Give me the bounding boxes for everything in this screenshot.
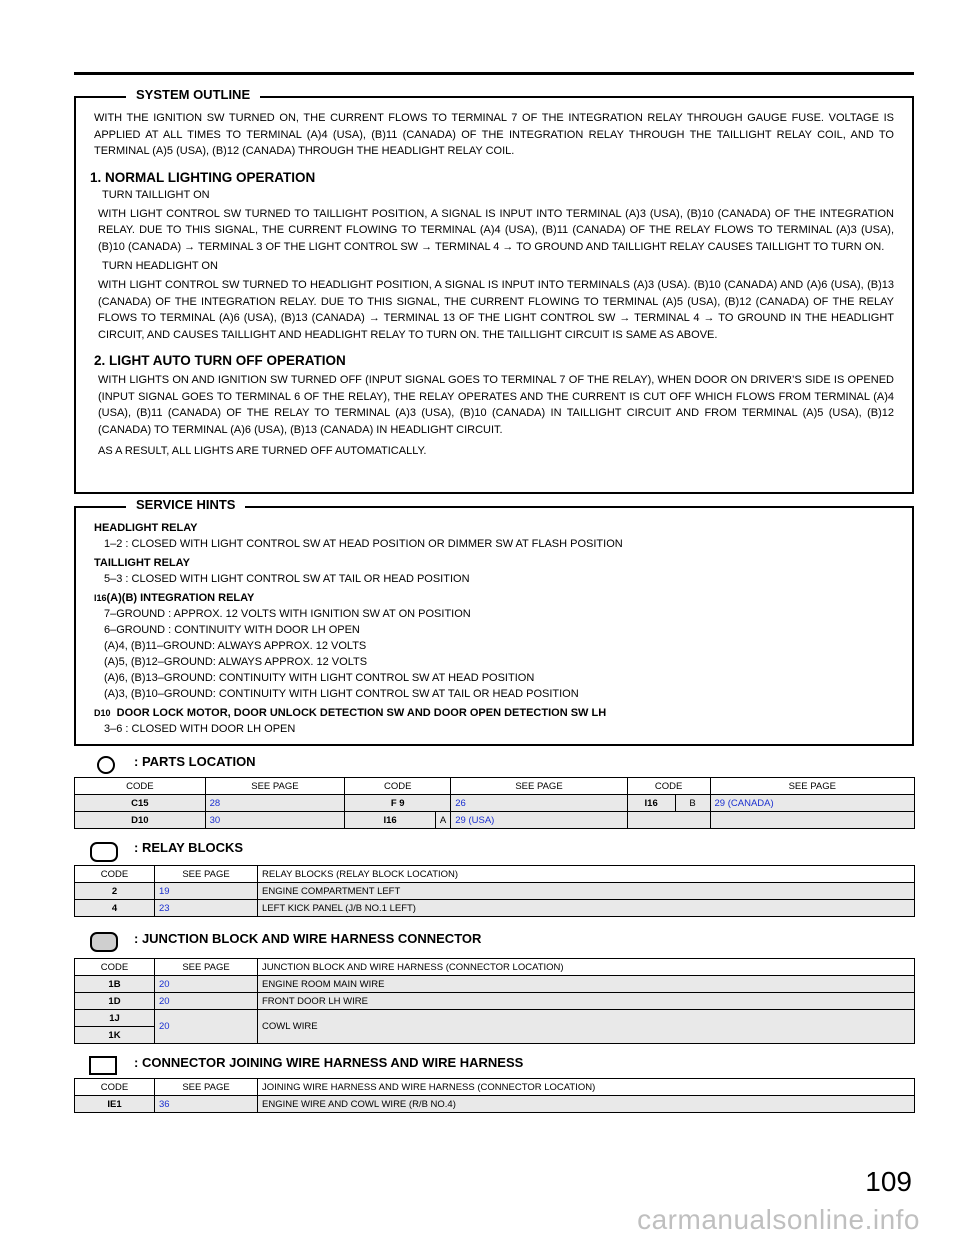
service-hints-title: SERVICE HINTS bbox=[126, 497, 245, 512]
table-row bbox=[75, 900, 915, 917]
header-cell: RELAY BLOCKS (RELAY BLOCK LOCATION) bbox=[258, 866, 915, 883]
header-cell: SEE PAGE bbox=[155, 959, 258, 976]
page-link[interactable]: 19 bbox=[155, 883, 258, 900]
table-row bbox=[75, 883, 915, 900]
header-cell: CODE bbox=[627, 778, 710, 795]
page-link[interactable]: 23 bbox=[155, 900, 258, 917]
empty-cell bbox=[627, 812, 710, 829]
code-cell: IE1 bbox=[75, 1096, 155, 1113]
relay-blocks-table bbox=[74, 865, 915, 917]
header-cell: SEE PAGE bbox=[155, 1079, 258, 1096]
door-code: D10 bbox=[94, 708, 111, 718]
header-cell: SEE PAGE bbox=[710, 778, 914, 795]
head-title: TURN HEADLIGHT ON bbox=[102, 260, 218, 272]
page-link[interactable]: 29 (CANADA) bbox=[710, 795, 914, 812]
header-cell: SEE PAGE bbox=[451, 778, 627, 795]
service-hints-box bbox=[74, 497, 914, 746]
taillight-relay-title: TAILLIGHT RELAY bbox=[94, 557, 190, 569]
tail-text: WITH LIGHT CONTROL SW TURNED TO TAILLIGHT POSITION, A SIGNAL IS INPUT INTO TERMINAL (A)3 (USA), (B)10 (CANADA) OF THE INTEGRATION RELAY. DUE TO THIS SIGNAL, THE CURRENT FLOWING TO TERMINAL (A)4 (USA), (B)11 (CANADA) OF THE RELAY FLOWS TO TERMINAL (A)3 (USA), (B)10 (CANADA) → TERMINAL 3 OF THE LIGHT CONTROL SW → TERMINAL 4 → TO GROUND AND TAILLIGHT RELAY CAUSES TAILLIGHT TO TURN ON. bbox=[98, 207, 894, 253]
integ-title: (A)(B) INTEGRATION RELAY bbox=[106, 592, 255, 604]
auto-result: AS A RESULT, ALL LIGHTS ARE TURNED OFF AUTOMATICALLY. bbox=[98, 445, 427, 457]
code-cell: 1B bbox=[75, 976, 155, 993]
table-header-row bbox=[75, 778, 915, 795]
page-link[interactable]: 20 bbox=[155, 993, 258, 1010]
page-link[interactable]: 20 bbox=[155, 976, 258, 993]
headlight-relay-line: 1–2 : CLOSED WITH LIGHT CONTROL SW AT HEAD POSITION OR DIMMER SW AT FLASH POSITION bbox=[104, 538, 623, 550]
relay-blocks-title: : RELAY BLOCKS bbox=[134, 840, 244, 855]
location-cell: ENGINE COMPARTMENT LEFT bbox=[258, 883, 915, 900]
outline-intro: WITH THE IGNITION SW TURNED ON, THE CURRENT FLOWS TO TERMINAL 7 OF THE INTEGRATION RELAY THROUGH GAUGE FUSE. VOLTAGE IS APPLIED AT ALL TIMES TO TERMINAL (A)4 (USA), (B)11 (CANADA) OF THE INTEGRATION RELAY THROUGH THE TAILLIGHT RELAY COIL, AND TO TERMINAL (A)5 (USA), (B)12 (CANADA) THROUGH THE HEADLIGHT RELAY COIL. bbox=[94, 112, 894, 157]
code-cell: C15 bbox=[75, 795, 206, 812]
code-cell: 1J bbox=[75, 1010, 155, 1027]
integ-line: (A)4, (B)11–GROUND: ALWAYS APPROX. 12 VOLTS bbox=[104, 640, 367, 652]
integ-line: (A)6, (B)13–GROUND: CONTINUITY WITH LIGHT CONTROL SW AT HEAD POSITION bbox=[104, 672, 535, 684]
code-cell: I16 bbox=[345, 812, 436, 829]
location-cell: ENGINE WIRE AND COWL WIRE (R/B NO.4) bbox=[258, 1096, 915, 1113]
junction-block-title: : JUNCTION BLOCK AND WIRE HARNESS CONNECTOR bbox=[134, 931, 482, 946]
header-cell: CODE bbox=[75, 778, 206, 795]
page-link[interactable]: 28 bbox=[205, 795, 345, 812]
page-link[interactable]: 30 bbox=[205, 812, 345, 829]
headlight-relay-title: HEADLIGHT RELAY bbox=[94, 522, 198, 534]
location-cell: LEFT KICK PANEL (J/B NO.1 LEFT) bbox=[258, 900, 915, 917]
parts-location-table bbox=[74, 777, 915, 829]
table-header-row bbox=[75, 959, 915, 976]
integ-line: (A)5, (B)12–GROUND: ALWAYS APPROX. 12 VOLTS bbox=[104, 656, 368, 668]
header-cell: SEE PAGE bbox=[155, 866, 258, 883]
table-row bbox=[75, 1096, 915, 1113]
header-cell: JUNCTION BLOCK AND WIRE HARNESS (CONNECTOR LOCATION) bbox=[258, 959, 915, 976]
connector-joining-icon bbox=[89, 1056, 117, 1075]
header-cell: JOINING WIRE HARNESS AND WIRE HARNESS (CONNECTOR LOCATION) bbox=[258, 1079, 915, 1096]
joining-title: : CONNECTOR JOINING WIRE HARNESS AND WIRE HARNESS bbox=[134, 1055, 524, 1070]
watermark: carmanualsonline.info bbox=[637, 1204, 920, 1235]
junction-block-icon bbox=[90, 932, 118, 952]
integ-line: 7–GROUND : APPROX. 12 VOLTS WITH IGNITION SW AT ON POSITION bbox=[104, 608, 471, 620]
head-text: WITH LIGHT CONTROL SW TURNED TO HEADLIGHT POSITION, A SIGNAL IS INPUT INTO TERMINALS (A)3 (USA). (B)10 (CANADA) AND (A)6 (USA), (B)13 (CANADA) OF THE INTEGRATION RELAY. DUE TO THIS SIGNAL, THE CURRENT FLOWING TO TERMINAL (A)5 (USA), (B)12 (CANADA) OF THE RELAY FLOWS TO TERMINAL (A)6 (USA), (B)13 (CANADA) → TERMINAL 13 OF THE LIGHT CONTROL SW → TERMINAL 4 → TO GROUND IN THE HEADLIGHT CIRCUIT, AND CAUSES TAILLIGHT AND HEADLIGHT RELAY TO TURN ON. THE TAILLIGHT CIRCUIT IS SAME AS ABOVE. bbox=[98, 279, 894, 341]
door-title: DOOR LOCK MOTOR, DOOR UNLOCK DETECTION SW AND DOOR OPEN DETECTION SW LH bbox=[116, 707, 607, 719]
code-cell: 4 bbox=[75, 900, 155, 917]
table-row bbox=[75, 812, 915, 829]
integ-line: (A)3, (B)10–GROUND: CONTINUITY WITH LIGHT CONTROL SW AT TAIL OR HEAD POSITION bbox=[104, 688, 579, 700]
table-row bbox=[75, 795, 915, 812]
code-cell: D10 bbox=[75, 812, 206, 829]
location-cell: COWL WIRE bbox=[258, 1010, 915, 1044]
header-cell: CODE bbox=[75, 1079, 155, 1096]
code-cell: 2 bbox=[75, 883, 155, 900]
table-header-row bbox=[75, 866, 915, 883]
door-line: 3–6 : CLOSED WITH DOOR LH OPEN bbox=[104, 723, 296, 735]
parts-location-title: : PARTS LOCATION bbox=[134, 754, 256, 769]
code-cell: 1D bbox=[75, 993, 155, 1010]
suffix-cell: A bbox=[435, 812, 450, 829]
location-cell: ENGINE ROOM MAIN WIRE bbox=[258, 976, 915, 993]
system-outline-box bbox=[74, 87, 914, 494]
parts-location-circle-icon bbox=[97, 756, 115, 774]
page-number: 109 bbox=[865, 1166, 912, 1197]
top-rule bbox=[74, 72, 914, 75]
page-link[interactable]: 29 (USA) bbox=[451, 812, 627, 829]
relay-block-icon bbox=[90, 842, 118, 862]
joining-table bbox=[74, 1078, 915, 1113]
tail-title: TURN TAILLIGHT ON bbox=[102, 188, 210, 201]
integ-line: 6–GROUND : CONTINUITY WITH DOOR LH OPEN bbox=[104, 624, 360, 636]
code-cell: I16 bbox=[627, 795, 675, 812]
header-cell: CODE bbox=[75, 959, 155, 976]
header-cell: CODE bbox=[345, 778, 451, 795]
junction-block-table bbox=[74, 958, 915, 1044]
table-row bbox=[75, 976, 915, 993]
section2-title: 2. LIGHT AUTO TURN OFF OPERATION bbox=[94, 353, 346, 368]
page-link[interactable]: 36 bbox=[155, 1096, 258, 1113]
system-outline-title: SYSTEM OUTLINE bbox=[126, 87, 260, 102]
table-header-row bbox=[75, 1079, 915, 1096]
location-cell: FRONT DOOR LH WIRE bbox=[258, 993, 915, 1010]
code-cell: F 9 bbox=[345, 795, 451, 812]
page-link[interactable]: 26 bbox=[451, 795, 627, 812]
table-row bbox=[75, 993, 915, 1010]
suffix-cell: B bbox=[675, 795, 710, 812]
integ-code: I16 bbox=[94, 593, 107, 603]
page-link[interactable]: 20 bbox=[155, 1010, 258, 1044]
taillight-relay-line: 5–3 : CLOSED WITH LIGHT CONTROL SW AT TAIL OR HEAD POSITION bbox=[104, 573, 470, 585]
table-row bbox=[75, 1010, 915, 1027]
empty-cell bbox=[710, 812, 914, 829]
section1-title: 1. NORMAL LIGHTING OPERATION bbox=[90, 169, 316, 185]
header-cell: SEE PAGE bbox=[205, 778, 345, 795]
auto-text: WITH LIGHTS ON AND IGNITION SW TURNED OFF (INPUT SIGNAL GOES TO TERMINAL 7 OF THE RELAY), WHEN DOOR ON DRIVER’S SIDE IS OPENED (INPUT SIGNAL GOES TO TERMINAL 6 OF THE RELAY), THE RELAY OPERATES AND THE CURRENT IS CUT OFF WHICH FLOWS FROM TERMINAL (A)4 (USA), (B)11 (CANADA) OF THE RELAY TO TERMINAL (A)3 (USA), (B)10 (CANADA) IN TAILLIGHT CIRCUIT AND FROM TERMINAL (A)5 (USA), (B)12 (CANADA) TO TERMINAL (A)6 (USA), (B)13 (CANADA) IN HEADLIGHT CIRCUIT. bbox=[98, 374, 894, 436]
code-cell: 1K bbox=[75, 1027, 155, 1044]
header-cell: CODE bbox=[75, 866, 155, 883]
